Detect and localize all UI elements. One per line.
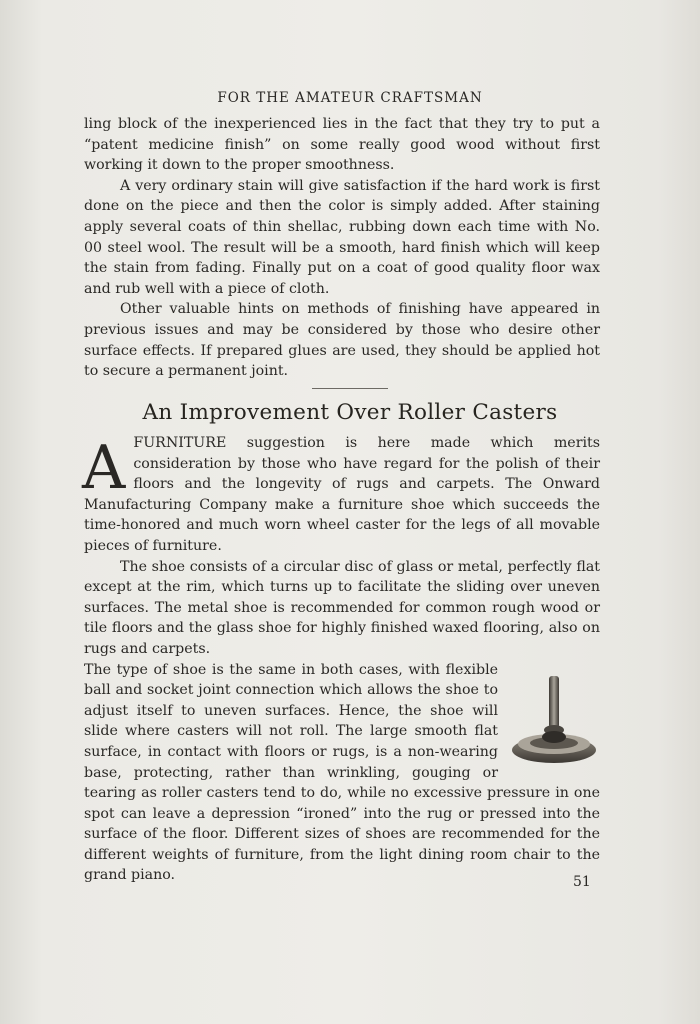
paragraph: ling block of the inexperienced lies in the fact that they try to put a “patent medicine finish” on some really good wood without first working it down to the proper smoothness. — [84, 116, 600, 174]
section-divider — [312, 388, 388, 389]
previous-article-text — [84, 114, 600, 382]
paragraph: Other valuable hints on methods of finishing have appeared in previous issues and may be considered by those who desire other surface effects. If prepared glues are used, they should be applied hot to secure a permanent joint. — [84, 301, 600, 380]
first-paragraph — [84, 433, 600, 557]
second-paragraph-start: The shoe consists of a circular disc of glass or metal, perfectly flat except at the rim, which turns up to facilitate the sliding over uneven surfaces. The metal shoe is recommended for common rough wood or tile floors and the glass shoe for highly finished waxed flooring, also on rugs and carpets. — [84, 558, 600, 657]
furniture-shoe-icon — [508, 674, 600, 778]
running-head: FOR THE AMATEUR CRAFTSMAN — [217, 90, 483, 106]
paragraph: A very ordinary stain will give satisfaction if the hard work is first done on the piece and then the color is simply added. After staining apply several coats of thin shellac, rubbing down each time with No. 00 steel wool. The result will be a smooth, hard finish which will keep the stain from fading. Finally put on a coat of good quality floor wax and rub well with a piece of cloth. — [84, 177, 600, 297]
drop-cap: A — [82, 433, 126, 503]
furniture-shoe-illustration — [508, 674, 600, 778]
second-paragraph-text: The type of shoe is the same in both cases, with flexible ball and socket joint connection which allows the shoe to adjust itself to uneven surfaces. Hence, the shoe will slide where casters will not roll. The large smooth flat surface, in contact with floors or rugs, is a non-wearing base, protecting, rather than wrinkling, gouging or tearing as roller casters tend to do, while no excessive pressure in one spot can leave a depression “ironed” into the rug or pressed into the surface of the floor. Different sizes of shoes are recommended for the different weights of furniture, from the light dining room chair to the grand piano. — [84, 661, 600, 884]
article-body — [84, 433, 600, 886]
first-paragraph-text: FURNITURE suggestion is here made which merits consideration by those who have regard for the polish of their floors and the longevity of rugs and carpets. The Onward Manufacturing Company make a furniture shoe which succeeds the time-honored and much worn wheel caster for the legs of all movable pieces of furniture. — [84, 435, 600, 554]
article-title: An Improvement Over Roller Casters — [142, 400, 558, 425]
page-number: 51 — [573, 874, 591, 890]
